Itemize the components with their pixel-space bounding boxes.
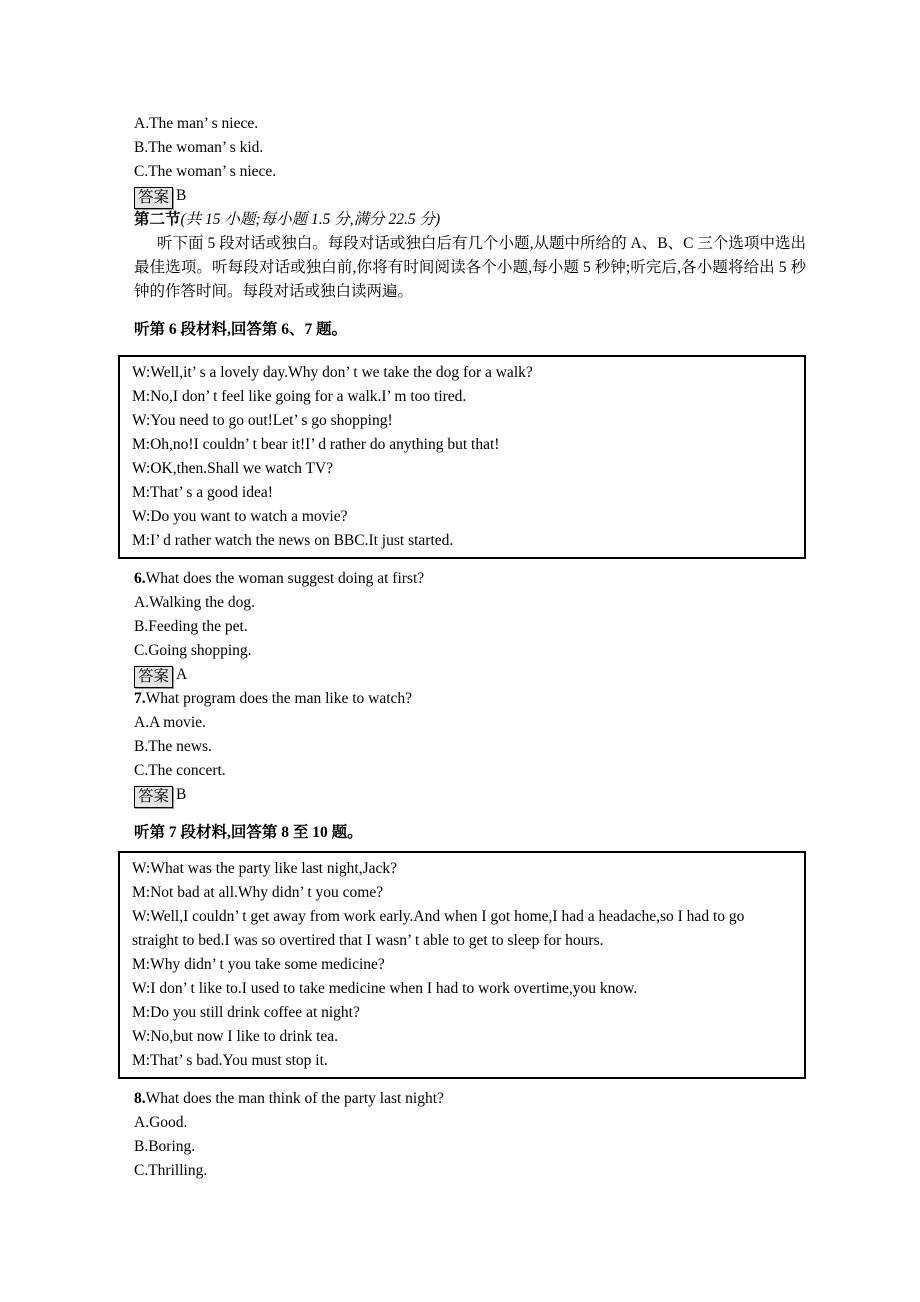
answer-label-badge: 答案: [134, 666, 173, 688]
dialogue-line: W:No,but now I like to drink tea.: [132, 1028, 339, 1045]
q7-option-a: A.A movie.: [134, 714, 206, 731]
q6-answer-letter: A: [176, 666, 188, 683]
dialogue-line: W:I don’ t like to.I used to take medicine when I had to work overtime,you know.: [132, 980, 638, 997]
dialogue-line: M:Why didn’ t you take some medicine?: [132, 956, 385, 973]
material7-heading: 听第 7 段材料,回答第 8 至 10 题。: [134, 824, 363, 841]
q6-stem: [118, 567, 806, 591]
q6-option-c: C.Going shopping.: [134, 642, 252, 659]
q6-stem-text: What does the woman suggest doing at first?: [145, 570, 425, 587]
q8-option-b: B.Boring.: [134, 1138, 196, 1155]
q7-option-b: B.The news.: [134, 738, 212, 755]
q7-number: 7.: [134, 690, 146, 707]
material6-heading: 听第 6 段材料,回答第 6、7 题。: [134, 321, 348, 338]
q6-number: 6.: [134, 570, 146, 587]
q8-number: 8.: [134, 1090, 146, 1107]
q6-answer-row: [118, 663, 806, 687]
dialogue-line: M:Not bad at all.Why didn’ t you come?: [132, 884, 384, 901]
q7-option-c: C.The concert.: [134, 762, 226, 779]
q6-option-a: A.Walking the dog.: [134, 594, 256, 611]
dialogue-line: W:Well,it’ s a lovely day.Why don’ t we take the dog for a walk?: [132, 364, 533, 381]
q8-option-c: C.Thrilling.: [134, 1162, 208, 1179]
q7-answer-row: [118, 783, 806, 807]
dialogue-line: W:OK,then.Shall we watch TV?: [132, 460, 334, 477]
dialogue-line: W:You need to go out!Let’ s go shopping!: [132, 412, 393, 429]
dialogue-line: M:No,I don’ t feel like going for a walk.I’ m too tired.: [132, 388, 467, 405]
dialogue-line: M:Oh,no!I couldn’ t bear it!I’ d rather do anything but that!: [132, 436, 500, 453]
q6-option-b: B.Feeding the pet.: [134, 618, 248, 635]
q5-answer-letter: B: [176, 187, 187, 204]
q5-option-c: C.The woman’ s niece.: [134, 163, 277, 180]
section2-title-note: (共 15 小题;每小题 1.5 分,满分 22.5 分): [180, 211, 441, 228]
dialogue-line: M:I’ d rather watch the news on BBC.It just started.: [132, 532, 454, 549]
q5-option-b: B.The woman’ s kid.: [134, 139, 264, 156]
q5-option-a: A.The man’ s niece.: [134, 115, 259, 132]
material6-dialogue-box: [118, 355, 806, 559]
dialogue-line: W:Well,I couldn’ t get away from work early.And when I got home,I had a headache,so I had to go straight to bed.I was so overtired that I wasn’ t able to get to sleep for hours.: [132, 908, 745, 949]
q7-stem: [118, 687, 806, 711]
answer-label-badge: 答案: [134, 786, 173, 808]
dialogue-line: W:What was the party like last night,Jack?: [132, 860, 397, 877]
q5-answer-row: [118, 184, 806, 208]
answer-label-badge: 答案: [134, 187, 173, 209]
dialogue-line: M:Do you still drink coffee at night?: [132, 1004, 360, 1021]
q7-answer-letter: B: [176, 786, 187, 803]
dialogue-line: M:That’ s bad.You must stop it.: [132, 1052, 328, 1069]
dialogue-line: W:Do you want to watch a movie?: [132, 508, 348, 525]
section2-title-bold: 第二节: [134, 211, 181, 228]
q8-stem: [118, 1087, 806, 1111]
section2-title: [118, 208, 806, 232]
q7-stem-text: What program does the man like to watch?: [145, 690, 413, 707]
dialogue-line: M:That’ s a good idea!: [132, 484, 273, 501]
material7-dialogue-box: [118, 851, 806, 1079]
q8-option-a: A.Good.: [134, 1114, 188, 1131]
exam-page-content: [118, 112, 806, 1183]
section2-instructions: 听下面 5 段对话或独白。每段对话或独白后有几个小题,从题中所给的 A、B、C 三个选项中选出最佳选项。听每段对话或独白前,你将有时间阅读各个小题,每小题 5 秒钟;听完后,各小题将给出 5 秒钟的作答时间。每段对话或独白读两遍。: [134, 235, 806, 300]
q8-stem-text: What does the man think of the party last night?: [145, 1090, 444, 1107]
